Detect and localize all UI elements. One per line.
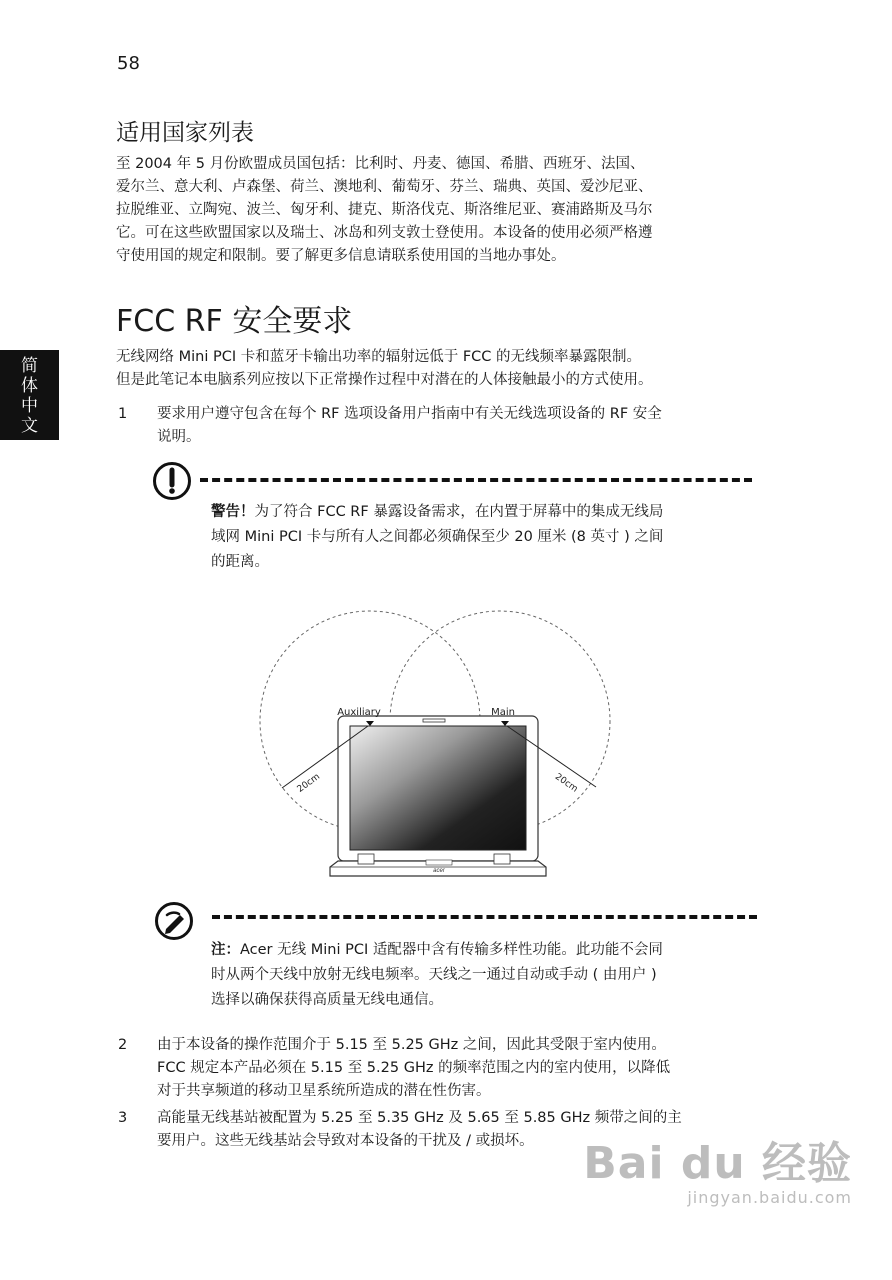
watermark-url: jingyan.baidu.com	[687, 1188, 852, 1207]
list-item-line: 要用户。这些无线基站会导致对本设备的干扰及 / 或损坏。	[157, 1133, 534, 1149]
countries-paragraph	[116, 153, 776, 268]
list-item-line: 对于共享频道的移动卫星系统所造成的潜在性伤害。	[157, 1083, 491, 1099]
language-tab-char: 中	[21, 396, 38, 416]
paragraph-line: 它。可在这些欧盟国家以及瑞士、冰岛和列支敦士登使用。本设备的使用必须严格遵	[116, 225, 653, 241]
warning-line: 域网 Mini PCI 卡与所有人之间都必须确保至少 20 厘米 (8 英寸 ) 之间	[211, 529, 664, 545]
note-line: 时从两个天线中放射无线电频率。天线之一通过自动或手动 ( 由用户 )	[211, 967, 657, 983]
antenna-distance-diagram	[258, 610, 618, 885]
warning-label: 警告！	[211, 504, 255, 520]
laptop-illustration	[330, 716, 546, 876]
laptop-brand-label: acer	[433, 868, 445, 874]
main-label: Main	[491, 707, 515, 718]
auxiliary-label: Auxiliary	[337, 707, 381, 718]
warning-line: 为了符合 FCC RF 暴露设备需求，在内置于屏幕中的集成无线局	[254, 504, 664, 520]
page-number: 58	[117, 53, 140, 74]
list-item-text	[157, 1034, 757, 1103]
auxiliary-distance-label: 20cm	[295, 771, 322, 795]
note-line: Acer 无线 Mini PCI 适配器中含有传输多样性功能。此功能不会同	[240, 942, 663, 958]
list-item-text	[157, 403, 757, 449]
paragraph-line: 守使用国的规定和限制。要了解更多信息请联系使用国的当地办事处。	[116, 248, 566, 264]
warning-text	[211, 500, 756, 575]
watermark-logo: Bai du 经验	[583, 1138, 852, 1189]
baidu-jingyan-watermark	[583, 1140, 852, 1207]
paragraph-line: 至 2004 年 5 月份欧盟成员国包括：比利时、丹麦、德国、希腊、西班牙、法国、	[116, 156, 645, 172]
paragraph-line: 无线网络 Mini PCI 卡和蓝牙卡输出功率的辐射远低于 FCC 的无线频率暴露限制。	[116, 349, 642, 365]
list-item-line: 由于本设备的操作范围介于 5.15 至 5.25 GHz 之间，因此其受限于室内使用。	[157, 1037, 666, 1053]
list-item-number: 3	[118, 1110, 128, 1126]
paragraph-line: 爱尔兰、意大利、卢森堡、荷兰、澳地利、葡萄牙、芬兰、瑞典、英国、爱沙尼亚、	[116, 179, 653, 195]
warning-divider	[200, 478, 752, 482]
list-item-line: 高能量无线基站被配置为 5.25 至 5.35 GHz 及 5.65 至 5.85 GHz 频带之间的主	[157, 1110, 682, 1126]
list-item-number: 1	[118, 406, 128, 422]
warning-line: 的距离。	[211, 554, 269, 570]
list-item-line: 要求用户遵守包含在每个 RF 选项设备用户指南中有关无线选项设备的 RF 安全	[157, 406, 662, 422]
language-tab-char: 文	[21, 416, 38, 436]
section-title-countries: 适用国家列表	[116, 120, 254, 146]
note-icon	[155, 902, 193, 940]
language-tab	[0, 350, 59, 440]
fcc-intro-paragraph	[116, 346, 776, 392]
list-item-number: 2	[118, 1037, 128, 1053]
note-line: 选择以确保获得高质量无线电通信。	[211, 992, 443, 1008]
list-item-line: 说明。	[157, 429, 201, 445]
note-text	[211, 938, 756, 1013]
language-tab-char: 体	[21, 376, 38, 396]
section-title-fcc: FCC RF 安全要求	[116, 304, 353, 339]
note-divider	[212, 915, 757, 919]
note-label: 注：	[211, 942, 240, 958]
language-tab-char: 简	[21, 356, 38, 376]
paragraph-line: 但是此笔记本电脑系列应按以下正常操作过程中对潜在的人体接触最小的方式使用。	[116, 372, 653, 388]
main-distance-label: 20cm	[552, 772, 580, 795]
list-item-line: FCC 规定本产品必须在 5.15 至 5.25 GHz 的频率范围之内的室内使用，以降低	[157, 1060, 671, 1076]
warning-icon	[153, 462, 191, 500]
paragraph-line: 拉脱维亚、立陶宛、波兰、匈牙利、捷克、斯洛伐克、斯洛维尼亚、赛浦路斯及马尔	[116, 202, 653, 218]
